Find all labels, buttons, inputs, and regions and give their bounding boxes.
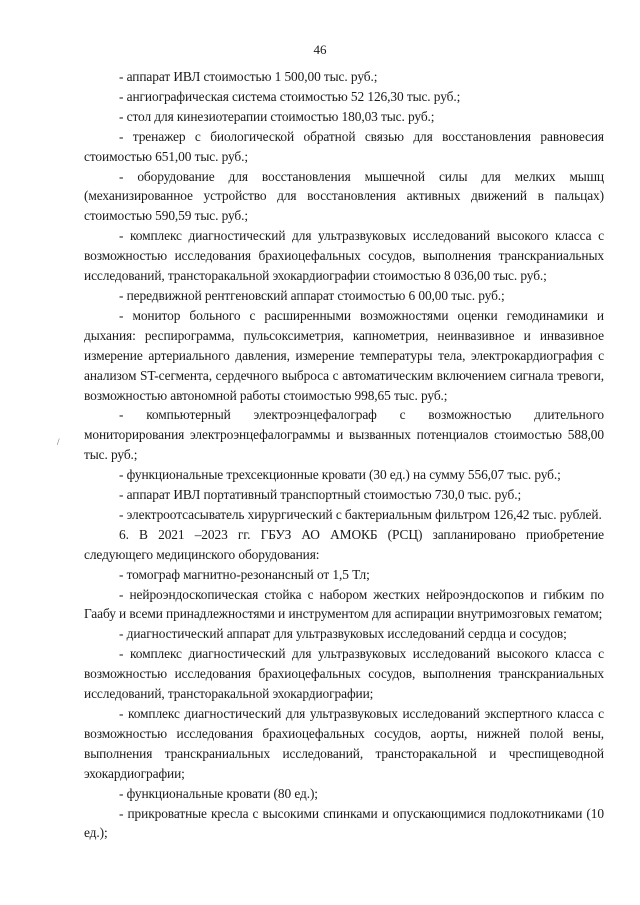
paragraph: - аппарат ИВЛ стоимостью 1 500,00 тыс. руб.; [119,69,378,84]
document-body [84,67,604,843]
paragraph: - нейроэндоскопическая стойка с набором жестких нейроэндоскопов и гибким по Гаабу и всеми принадлежностями и инструментом для аспирации внутримозговых гематом; [84,586,604,622]
paragraph: - компьютерный электроэнцефалограф с возможностью длительного мониторирования электроэнцефалограммы и вызванных потенциалов стоимостью 588,00 тыс. руб.; [84,407,604,463]
paragraph: - функциональные кровати (80 ед.); [119,785,318,801]
paragraph: - комплекс диагностический для ультразвуковых исследований высокого класса с возможностью исследования брахиоцефальных сосудов, выполнения транскраниальных исследований, трансторакальной эхокардиографии стоимостью 8 036,00 тыс. руб.; [84,228,604,284]
paragraph: - оборудование для восстановления мышечной силы для мелких мышц (механизированное устройство для восстановления активных движений в пальцах) стоимостью 590,59 тыс. руб.; [84,168,604,224]
paragraph: 6. В 2021 –2023 гг. ГБУЗ АО АМОКБ (РСЦ) запланировано приобретение следующего медицинского оборудования: [84,526,604,562]
page-number: 46 [313,42,327,57]
paragraph: - тренажер с биологической обратной связью для восстановления равновесия стоимостью 651,00 тыс. руб.; [84,128,604,164]
paragraph: - прикроватные кресла с высокими спинками и опускающимися подлокотниками (10 ед.); [84,805,604,841]
paragraph: - функциональные трехсекционные кровати (30 ед.) на сумму 556,07 тыс. руб.; [119,467,561,483]
paragraph: - электроотсасыватель хирургический с бактериальным фильтром 126,42 тыс. рублей. [119,506,602,522]
paragraph: - диагностический аппарат для ультразвуковых исследований сердца и сосудов; [119,626,567,642]
paragraph: - томограф магнитно-резонансный от 1,5 Тл; [119,566,370,582]
paragraph: - комплекс диагностический для ультразвуковых исследований высокого класса с возможностью исследования брахиоцефальных сосудов, выполнения транскраниальных исследований, трансторакальной эхокардиографии; [84,646,604,702]
paragraph: - ангиографическая система стоимостью 52 126,30 тыс. руб.; [119,88,461,104]
paragraph: - передвижной рентгеновский аппарат стоимостью 6 00,00 тыс. руб.; [119,287,505,303]
paragraph: - стол для кинезиотерапии стоимостью 180,03 тыс. руб.; [119,108,435,124]
paragraph: - монитор больного с расширенными возможностями оценки гемодинамики и дыхания: респирограмма, пульсоксиметрия, капнометрия, неинвазивное и инвазивное измерение артериального давления, измерение температуры тела, электрокардиография с анализом ST-сегмента, сердечного выброса с автоматическим включением сигнала тревоги, возможностью автономной работы стоимостью 998,65 тыс. руб.; [84,307,604,403]
paragraph: - комплекс диагностический для ультразвуковых исследований экспертного класса с возможностью исследования брахиоцефальных сосудов, аорты, нижней полой вены, выполнения транскраниальных исследований, трансторакальной и чреспищеводной эхокардиографии; [84,706,604,781]
margin-mark: / [57,437,60,447]
paragraph: - аппарат ИВЛ портативный транспортный стоимостью 730,0 тыс. руб.; [119,487,522,503]
